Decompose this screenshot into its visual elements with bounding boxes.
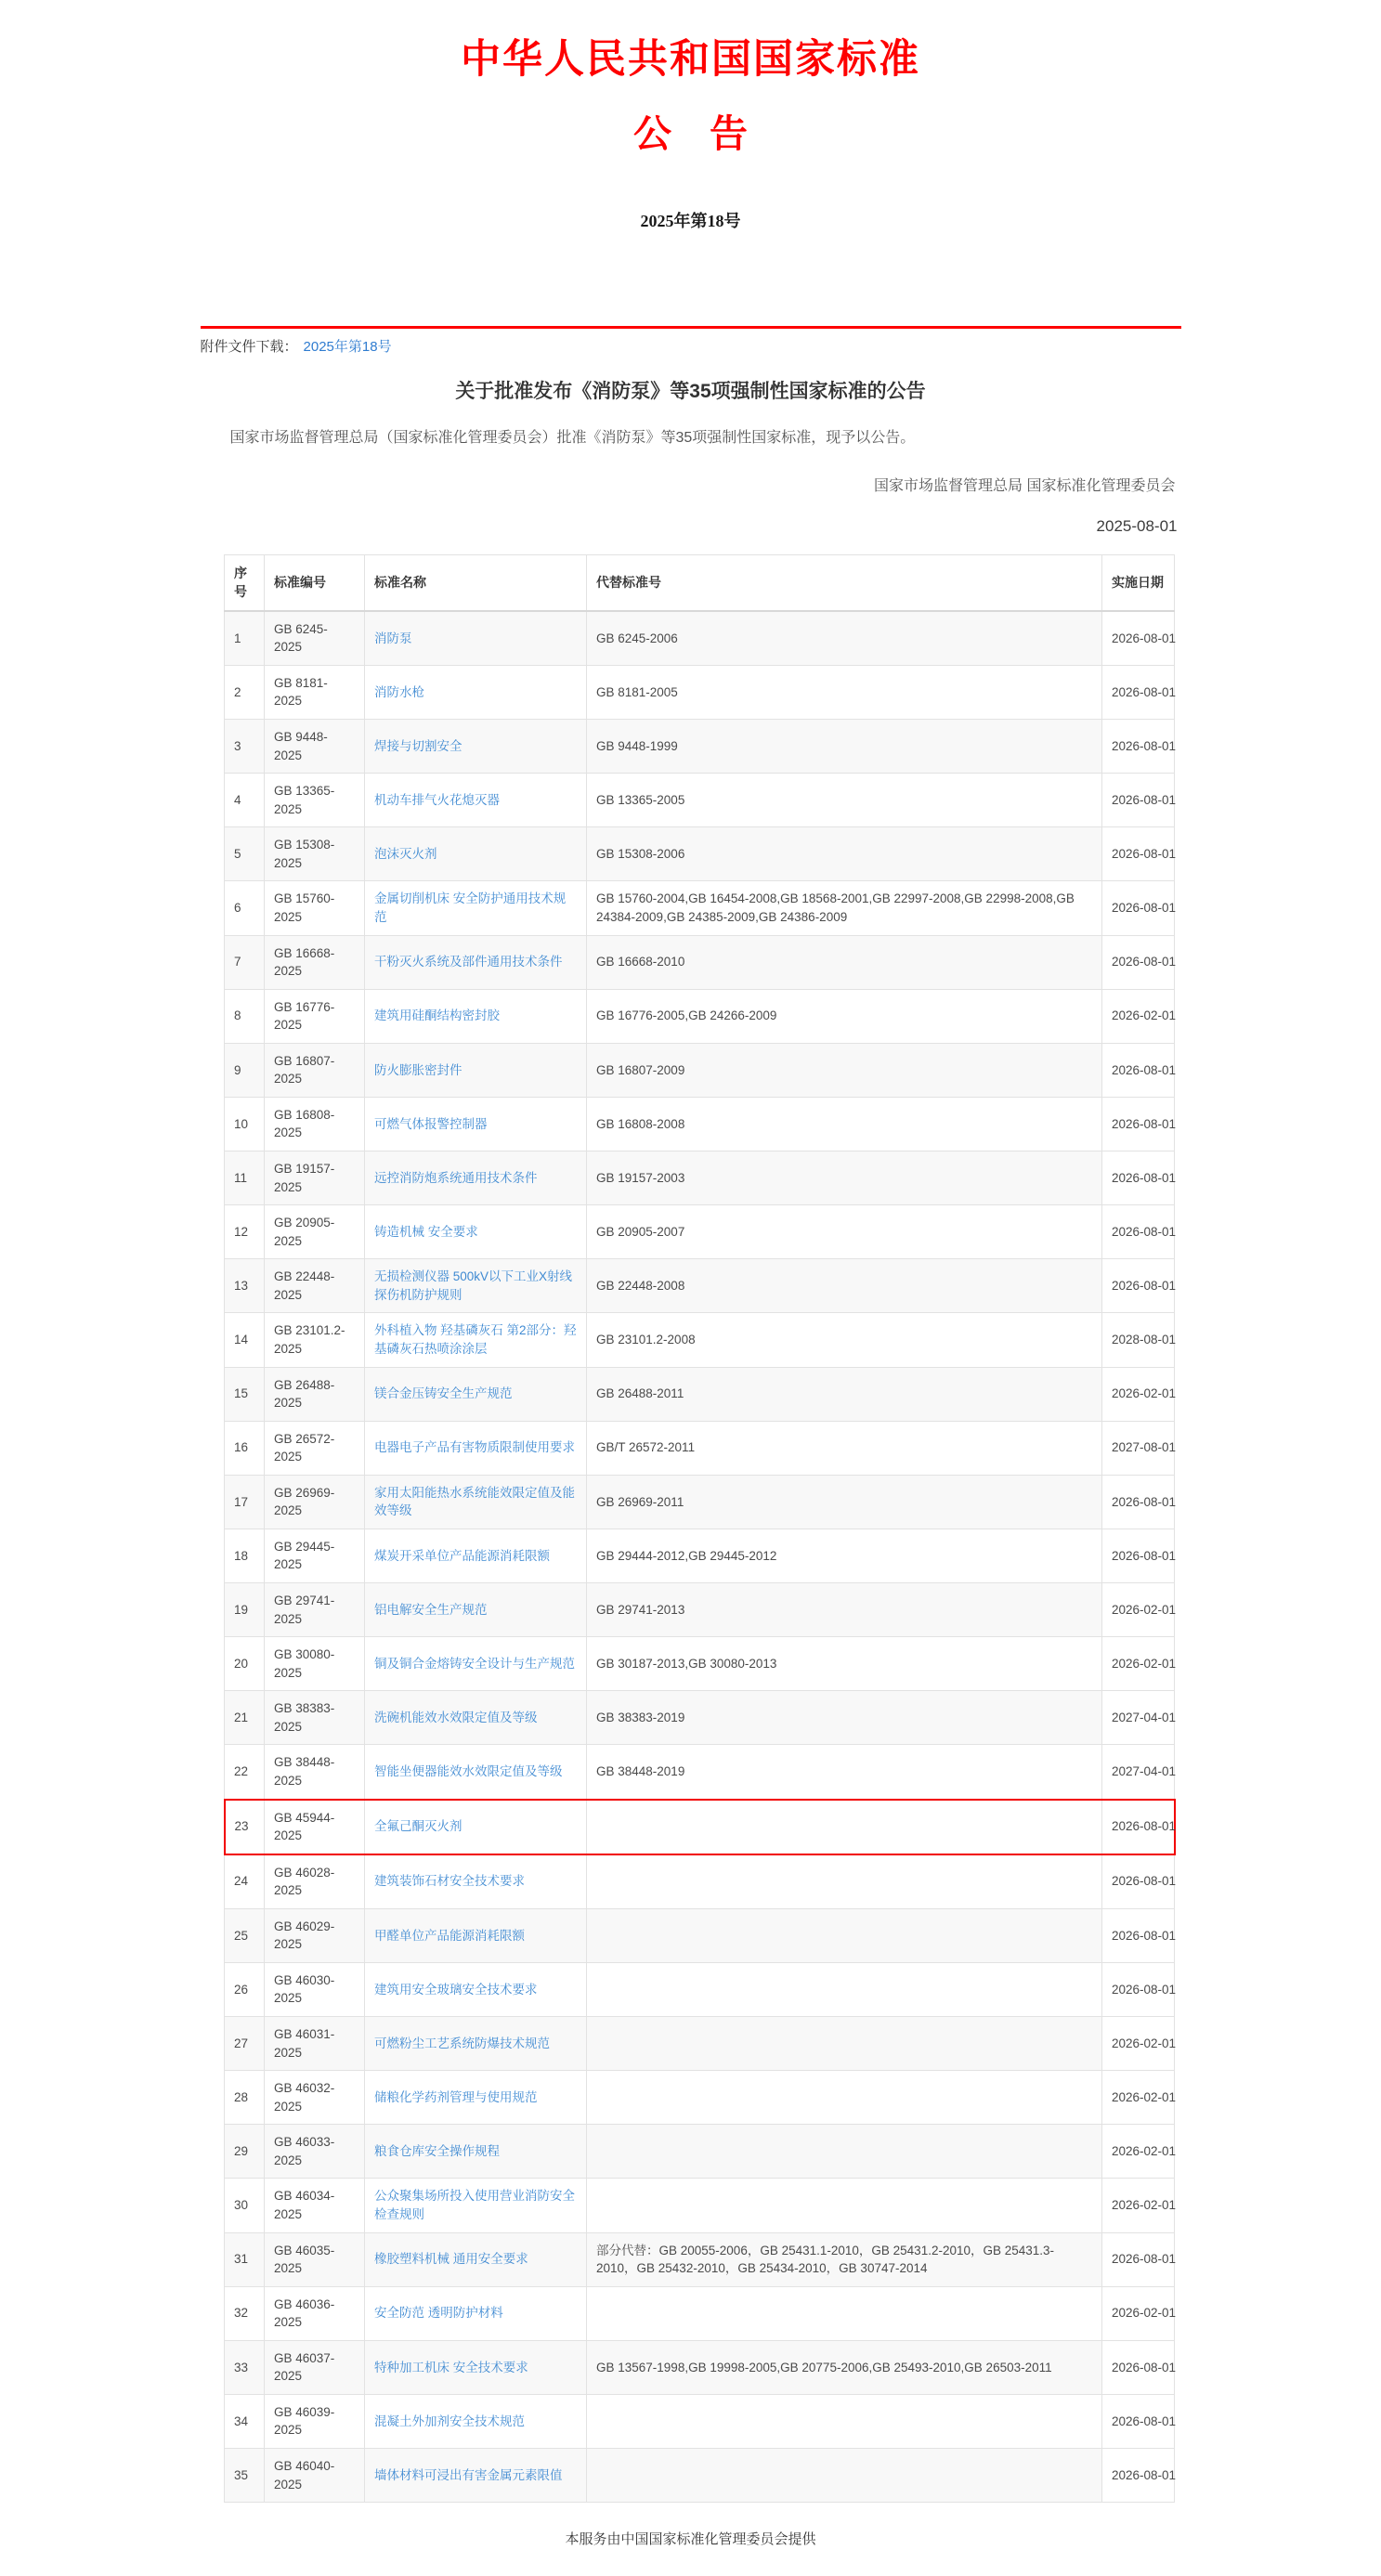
table-row	[225, 2017, 1175, 2071]
standard-code-cell: GB 26969-2025	[265, 1475, 365, 1529]
row-number-cell: 3	[225, 720, 265, 774]
standard-name-cell	[365, 2125, 587, 2179]
row-number-cell: 10	[225, 1097, 265, 1151]
replaced-standards-cell	[587, 2394, 1102, 2448]
implementation-date-cell: 2026-08-01	[1102, 1097, 1175, 1151]
replaced-standards-cell	[587, 1854, 1102, 1909]
standards-table-header	[225, 555, 1175, 611]
implementation-date-cell: 2026-02-01	[1102, 2125, 1175, 2179]
standard-name-link[interactable]: 甲醛单位产品能源消耗限额	[374, 1928, 525, 1943]
implementation-date-cell: 2026-08-01	[1102, 1908, 1175, 1962]
announcement-heading: 公 告	[633, 112, 748, 156]
notice-title: 关于批准发布《消防泵》等35项强制性国家标准的公告	[455, 381, 926, 403]
implementation-date-cell: 2026-02-01	[1102, 1583, 1175, 1637]
standard-name-link[interactable]: 铜及铜合金熔铸安全设计与生产规范	[374, 1656, 575, 1671]
table-row	[225, 1637, 1175, 1691]
replaced-standards-cell	[587, 2017, 1102, 2071]
replaced-standards-cell	[587, 2125, 1102, 2179]
standard-name-cell	[365, 1421, 587, 1475]
standard-name-link[interactable]: 消防水枪	[374, 684, 424, 699]
standard-name-cell	[365, 1367, 587, 1421]
table-row	[225, 1691, 1175, 1745]
standard-code-cell: GB 19157-2025	[265, 1151, 365, 1205]
replaced-standards-cell: GB 13365-2005	[587, 774, 1102, 827]
standard-name-cell	[365, 827, 587, 881]
table-row	[225, 2071, 1175, 2125]
replaced-standards-cell: GB 22448-2008	[587, 1259, 1102, 1313]
standard-name-cell	[365, 1043, 587, 1097]
row-number-cell: 31	[225, 2232, 265, 2286]
standards-table	[224, 554, 1176, 2503]
standard-code-cell: GB 46035-2025	[265, 2232, 365, 2286]
row-number-cell: 26	[225, 1962, 265, 2016]
standard-name-link[interactable]: 可燃粉尘工艺系统防爆技术规范	[374, 2036, 550, 2050]
standard-name-link[interactable]: 镁合金压铸安全生产规范	[374, 1386, 513, 1401]
replaced-standards-cell: GB 38448-2019	[587, 1745, 1102, 1800]
implementation-date-cell: 2027-08-01	[1102, 1421, 1175, 1475]
implementation-date-cell: 2026-02-01	[1102, 2071, 1175, 2125]
standard-name-link[interactable]: 防火膨胀密封件	[374, 1062, 463, 1077]
replaced-standards-cell: GB 15308-2006	[587, 827, 1102, 881]
standard-code-cell: GB 9448-2025	[265, 720, 365, 774]
replaced-standards-cell: 部分代替：GB 20055-2006，GB 25431.1-2010，GB 25431.2-2010，GB 25431.3-2010，GB 25432-2010，GB 25434-2010，GB 30747-2014	[587, 2232, 1102, 2286]
table-row	[225, 720, 1175, 774]
implementation-date-cell: 2026-08-01	[1102, 1800, 1175, 1854]
replaced-standards-cell: GB 8181-2005	[587, 665, 1102, 719]
replaced-standards-cell: GB 26969-2011	[587, 1475, 1102, 1529]
table-row	[225, 1962, 1175, 2016]
row-number-cell: 30	[225, 2179, 265, 2232]
table-row	[225, 881, 1175, 935]
standard-code-cell: GB 38383-2025	[265, 1691, 365, 1745]
standard-code-cell: GB 45944-2025	[265, 1800, 365, 1854]
standard-name-link[interactable]: 洗碗机能效水效限定值及等级	[374, 1711, 538, 1725]
table-row	[225, 2340, 1175, 2394]
publish-date: 2025-08-01	[1096, 517, 1178, 536]
standard-name-cell	[365, 2286, 587, 2340]
table-row	[225, 2394, 1175, 2448]
standard-code-cell: GB 46028-2025	[265, 1854, 365, 1909]
replaced-standards-cell: GB 6245-2006	[587, 611, 1102, 666]
standard-name-cell	[365, 1529, 587, 1582]
replaced-standards-cell: GB 15760-2004,GB 16454-2008,GB 18568-2001,GB 22997-2008,GB 22998-2008,GB 24384-2009,GB 24385-2009,GB 24386-2009	[587, 881, 1102, 935]
standard-name-cell	[365, 774, 587, 827]
standard-name-link[interactable]: 电器电子产品有害物质限制使用要求	[374, 1440, 575, 1455]
standard-code-cell: GB 29445-2025	[265, 1529, 365, 1582]
table-row	[225, 1908, 1175, 1962]
replaced-standards-cell	[587, 2179, 1102, 2232]
standard-name-link[interactable]: 无损检测仪器 500kV以下工业X射线探伤机防护规则	[374, 1269, 573, 1302]
standard-name-cell	[365, 1583, 587, 1637]
standard-name-cell	[365, 1908, 587, 1962]
implementation-date-cell: 2026-08-01	[1102, 1259, 1175, 1313]
standard-name-cell	[365, 935, 587, 989]
table-row	[225, 1854, 1175, 1909]
table-row	[225, 665, 1175, 719]
table-row	[225, 1800, 1175, 1854]
standard-name-link[interactable]: 消防泵	[374, 631, 412, 645]
implementation-date-cell: 2026-02-01	[1102, 1637, 1175, 1691]
implementation-date-cell: 2026-08-01	[1102, 881, 1175, 935]
standard-code-cell: GB 26572-2025	[265, 1421, 365, 1475]
standard-name-link[interactable]: 建筑用硅酮结构密封胶	[374, 1008, 500, 1023]
row-number-cell: 28	[225, 2071, 265, 2125]
attachment-row	[201, 336, 1181, 356]
table-row	[225, 2232, 1175, 2286]
standard-name-link[interactable]: 泡沫灭火剂	[374, 847, 437, 862]
standard-name-link[interactable]: 建筑用安全玻璃安全技术要求	[374, 1982, 538, 1997]
row-number-cell: 32	[225, 2286, 265, 2340]
standard-code-cell: GB 46030-2025	[265, 1962, 365, 2016]
replaced-standards-cell	[587, 1908, 1102, 1962]
row-number-cell: 5	[225, 827, 265, 881]
implementation-date-cell: 2026-08-01	[1102, 2394, 1175, 2448]
row-number-cell: 20	[225, 1637, 265, 1691]
implementation-date-cell: 2026-02-01	[1102, 2017, 1175, 2071]
replaced-standards-cell	[587, 2071, 1102, 2125]
row-number-cell: 34	[225, 2394, 265, 2448]
table-row	[225, 774, 1175, 827]
implementation-date-cell: 2026-02-01	[1102, 1367, 1175, 1421]
implementation-date-cell: 2026-08-01	[1102, 2340, 1175, 2394]
standard-name-link[interactable]: 墙体材料可浸出有害金属元素限值	[374, 2467, 563, 2482]
table-row	[225, 1529, 1175, 1582]
row-number-cell: 6	[225, 881, 265, 935]
standard-name-link[interactable]: 公众聚集场所投入使用营业消防安全检查规则	[374, 2189, 575, 2221]
standard-code-cell: GB 46031-2025	[265, 2017, 365, 2071]
replaced-standards-cell: GB 30187-2013,GB 30080-2013	[587, 1637, 1102, 1691]
replaced-standards-cell: GB 38383-2019	[587, 1691, 1102, 1745]
table-row	[225, 1097, 1175, 1151]
replaced-standards-cell: GB 16807-2009	[587, 1043, 1102, 1097]
implementation-date-cell: 2027-04-01	[1102, 1745, 1175, 1800]
standard-name-link[interactable]: 橡胶塑料机械 通用安全要求	[374, 2252, 528, 2267]
table-row	[225, 989, 1175, 1043]
standard-name-link[interactable]: 家用太阳能热水系统能效限定值及能效等级	[374, 1485, 575, 1518]
page-title: 中华人民共和国国家标准	[461, 38, 920, 82]
standard-code-cell: GB 30080-2025	[265, 1637, 365, 1691]
standard-code-cell: GB 13365-2025	[265, 774, 365, 827]
implementation-date-cell: 2026-02-01	[1102, 2286, 1175, 2340]
replaced-standards-cell: GB 13567-1998,GB 19998-2005,GB 20775-2006,GB 25493-2010,GB 26503-2011	[587, 2340, 1102, 2394]
standard-name-cell	[365, 720, 587, 774]
standard-name-link[interactable]: 粮食仓库安全操作规程	[374, 2144, 500, 2159]
standard-code-cell: GB 46036-2025	[265, 2286, 365, 2340]
header-standard-code: 标准编号	[265, 555, 365, 611]
table-row	[225, 1313, 1175, 1367]
row-number-cell: 19	[225, 1583, 265, 1637]
implementation-date-cell: 2026-08-01	[1102, 720, 1175, 774]
implementation-date-cell: 2026-08-01	[1102, 1151, 1175, 1205]
table-row	[225, 1043, 1175, 1097]
row-number-cell: 9	[225, 1043, 265, 1097]
replaced-standards-cell: GB 29444-2012,GB 29445-2012	[587, 1529, 1102, 1582]
table-row	[225, 2125, 1175, 2179]
table-row	[225, 1583, 1175, 1637]
standard-code-cell: GB 46039-2025	[265, 2394, 365, 2448]
row-number-cell: 15	[225, 1367, 265, 1421]
announcement-page	[201, 0, 1181, 2576]
table-row	[225, 611, 1175, 666]
row-number-cell: 7	[225, 935, 265, 989]
standard-name-cell	[365, 1637, 587, 1691]
row-number-cell: 12	[225, 1205, 265, 1259]
standard-name-cell	[365, 2394, 587, 2448]
signature-line: 国家市场监督管理总局 国家标准化管理委员会	[874, 478, 1176, 495]
row-number-cell: 23	[225, 1800, 265, 1854]
standard-name-link[interactable]: 铝电解安全生产规范	[374, 1602, 488, 1617]
header-standard-name: 标准名称	[365, 555, 587, 611]
implementation-date-cell: 2026-08-01	[1102, 1043, 1175, 1097]
standard-name-cell	[365, 665, 587, 719]
implementation-date-cell: 2026-08-01	[1102, 1529, 1175, 1582]
replaced-standards-cell	[587, 2286, 1102, 2340]
attachment-link[interactable]: 2025年第18号	[303, 339, 392, 356]
standard-name-cell	[365, 1313, 587, 1367]
standard-code-cell: GB 16808-2025	[265, 1097, 365, 1151]
standard-code-cell: GB 46032-2025	[265, 2071, 365, 2125]
footer-text: 本服务由中国国家标准化管理委员会提供	[565, 2531, 816, 2548]
standard-name-cell	[365, 1475, 587, 1529]
standard-name-link[interactable]: 远控消防炮系统通用技术条件	[374, 1170, 538, 1185]
implementation-date-cell: 2026-08-01	[1102, 827, 1175, 881]
standard-name-cell	[365, 1745, 587, 1800]
replaced-standards-cell: GB 20905-2007	[587, 1205, 1102, 1259]
implementation-date-cell: 2026-08-01	[1102, 1962, 1175, 2016]
header-row	[225, 555, 1175, 611]
row-number-cell: 27	[225, 2017, 265, 2071]
standard-code-cell: GB 8181-2025	[265, 665, 365, 719]
replaced-standards-cell: GB 29741-2013	[587, 1583, 1102, 1637]
row-number-cell: 18	[225, 1529, 265, 1582]
replaced-standards-cell: GB 23101.2-2008	[587, 1313, 1102, 1367]
header-implementation-date: 实施日期	[1102, 555, 1175, 611]
row-number-cell: 2	[225, 665, 265, 719]
standard-name-link[interactable]: 储粮化学药剂管理与使用规范	[374, 2089, 538, 2104]
row-number-cell: 21	[225, 1691, 265, 1745]
standard-name-link[interactable]: 金属切削机床 安全防护通用技术规范	[374, 891, 567, 924]
row-number-cell: 25	[225, 1908, 265, 1962]
standard-name-cell	[365, 2179, 587, 2232]
standard-code-cell: GB 46037-2025	[265, 2340, 365, 2394]
standard-name-link[interactable]: 铸造机械 安全要求	[374, 1224, 478, 1239]
implementation-date-cell: 2026-08-01	[1102, 2232, 1175, 2286]
standard-name-link[interactable]: 混凝土外加剂安全技术规范	[374, 2413, 525, 2428]
table-row	[225, 1475, 1175, 1529]
implementation-date-cell: 2026-08-01	[1102, 935, 1175, 989]
table-row	[225, 1745, 1175, 1800]
replaced-standards-cell: GB 19157-2003	[587, 1151, 1102, 1205]
standard-code-cell: GB 38448-2025	[265, 1745, 365, 1800]
implementation-date-cell: 2027-04-01	[1102, 1691, 1175, 1745]
table-row	[225, 1421, 1175, 1475]
issue-number: 2025年第18号	[640, 212, 741, 231]
standard-name-cell	[365, 1151, 587, 1205]
standard-code-cell: GB 23101.2-2025	[265, 1313, 365, 1367]
standard-code-cell: GB 20905-2025	[265, 1205, 365, 1259]
table-row	[225, 935, 1175, 989]
standard-name-cell	[365, 2449, 587, 2503]
standard-name-cell	[365, 1800, 587, 1854]
row-number-cell: 1	[225, 611, 265, 666]
standard-name-cell	[365, 2017, 587, 2071]
standard-code-cell: GB 16807-2025	[265, 1043, 365, 1097]
standard-name-link[interactable]: 机动车排气火花熄灭器	[374, 792, 500, 807]
standard-name-link[interactable]: 煤炭开采单位产品能源消耗限额	[374, 1548, 550, 1563]
row-number-cell: 33	[225, 2340, 265, 2394]
standard-name-link[interactable]: 安全防范 透明防护材料	[374, 2306, 503, 2321]
table-row	[225, 1367, 1175, 1421]
standard-code-cell: GB 29741-2025	[265, 1583, 365, 1637]
standard-name-cell	[365, 1691, 587, 1745]
implementation-date-cell: 2026-08-01	[1102, 1854, 1175, 1909]
standard-name-cell	[365, 1854, 587, 1909]
table-row	[225, 2179, 1175, 2232]
standard-code-cell: GB 6245-2025	[265, 611, 365, 666]
implementation-date-cell: 2026-08-01	[1102, 2449, 1175, 2503]
implementation-date-cell: 2026-08-01	[1102, 665, 1175, 719]
replaced-standards-cell	[587, 2449, 1102, 2503]
row-number-cell: 22	[225, 1745, 265, 1800]
standard-code-cell: GB 15760-2025	[265, 881, 365, 935]
implementation-date-cell: 2028-08-01	[1102, 1313, 1175, 1367]
replaced-standards-cell	[587, 1962, 1102, 2016]
replaced-standards-cell: GB 26488-2011	[587, 1367, 1102, 1421]
attachment-label: 附件文件下载：	[200, 339, 298, 356]
standard-code-cell: GB 22448-2025	[265, 1259, 365, 1313]
header-replaced-standards: 代替标准号	[587, 555, 1102, 611]
implementation-date-cell: 2026-08-01	[1102, 1205, 1175, 1259]
row-number-cell: 17	[225, 1475, 265, 1529]
replaced-standards-cell: GB/T 26572-2011	[587, 1421, 1102, 1475]
standard-name-link[interactable]: 焊接与切割安全	[374, 738, 463, 753]
standard-name-cell	[365, 1205, 587, 1259]
table-row	[225, 2449, 1175, 2503]
row-number-cell: 24	[225, 1854, 265, 1909]
replaced-standards-cell: GB 9448-1999	[587, 720, 1102, 774]
row-number-cell: 8	[225, 989, 265, 1043]
table-row	[225, 1205, 1175, 1259]
standard-name-cell	[365, 2071, 587, 2125]
standard-code-cell: GB 46033-2025	[265, 2125, 365, 2179]
standard-name-cell	[365, 989, 587, 1043]
implementation-date-cell: 2026-08-01	[1102, 774, 1175, 827]
header-seq: 序号	[225, 555, 265, 611]
standard-name-link[interactable]: 建筑装饰石材安全技术要求	[374, 1874, 525, 1889]
standard-name-link[interactable]: 干粉灭火系统及部件通用技术条件	[374, 955, 563, 969]
standard-name-cell	[365, 881, 587, 935]
row-number-cell: 4	[225, 774, 265, 827]
replaced-standards-cell: GB 16808-2008	[587, 1097, 1102, 1151]
notice-body: 国家市场监督管理总局（国家标准化管理委员会）批准《消防泵》等35项强制性国家标准，现予以公告。	[229, 430, 916, 447]
standard-name-link[interactable]: 特种加工机床 安全技术要求	[374, 2360, 528, 2374]
standard-code-cell: GB 46040-2025	[265, 2449, 365, 2503]
row-number-cell: 29	[225, 2125, 265, 2179]
standard-name-cell	[365, 1962, 587, 2016]
standard-code-cell: GB 46029-2025	[265, 1908, 365, 1962]
implementation-date-cell: 2026-02-01	[1102, 989, 1175, 1043]
row-number-cell: 14	[225, 1313, 265, 1367]
standard-name-link[interactable]: 可燃气体报警控制器	[374, 1116, 488, 1131]
replaced-standards-cell	[587, 1800, 1102, 1854]
standard-name-link[interactable]: 外科植入物 羟基磷灰石 第2部分：羟基磷灰石热喷涂涂层	[374, 1323, 577, 1356]
row-number-cell: 16	[225, 1421, 265, 1475]
standard-code-cell: GB 16776-2025	[265, 989, 365, 1043]
table-row	[225, 1151, 1175, 1205]
standard-code-cell: GB 16668-2025	[265, 935, 365, 989]
standard-name-cell	[365, 1097, 587, 1151]
row-number-cell: 35	[225, 2449, 265, 2503]
table-row	[225, 827, 1175, 881]
row-number-cell: 11	[225, 1151, 265, 1205]
replaced-standards-cell: GB 16776-2005,GB 24266-2009	[587, 989, 1102, 1043]
standard-name-cell	[365, 611, 587, 666]
red-divider-line	[201, 326, 1181, 329]
implementation-date-cell: 2026-02-01	[1102, 2179, 1175, 2232]
standard-name-link[interactable]: 智能坐便器能效水效限定值及等级	[374, 1764, 563, 1779]
table-row	[225, 2286, 1175, 2340]
replaced-standards-cell: GB 16668-2010	[587, 935, 1102, 989]
implementation-date-cell: 2026-08-01	[1102, 611, 1175, 666]
standard-name-cell	[365, 2232, 587, 2286]
standard-name-cell	[365, 2340, 587, 2394]
implementation-date-cell: 2026-08-01	[1102, 1475, 1175, 1529]
standard-name-cell	[365, 1259, 587, 1313]
standards-table-body	[225, 611, 1175, 2503]
standard-code-cell: GB 46034-2025	[265, 2179, 365, 2232]
standard-code-cell: GB 15308-2025	[265, 827, 365, 881]
standard-code-cell: GB 26488-2025	[265, 1367, 365, 1421]
table-row	[225, 1259, 1175, 1313]
standard-name-link[interactable]: 全氟己酮灭火剂	[374, 1819, 463, 1834]
row-number-cell: 13	[225, 1259, 265, 1313]
